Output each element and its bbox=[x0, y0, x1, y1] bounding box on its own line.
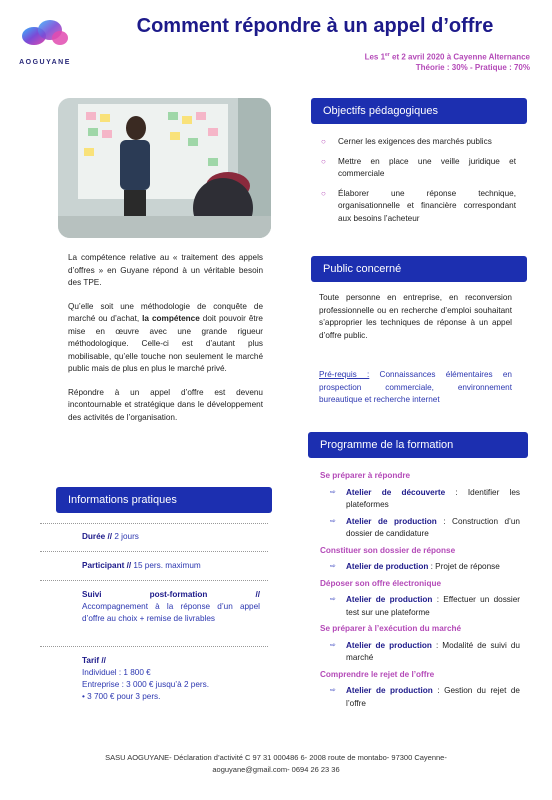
arrow-icon: ⇨ bbox=[330, 517, 336, 525]
session-dates: Les 1er et 2 avril 2020 à Cayenne Alternance bbox=[364, 52, 530, 62]
circle-bullet-icon: ○ bbox=[321, 137, 326, 146]
theory-practice-ratio: Théorie : 30% - Pratique : 70% bbox=[415, 63, 530, 72]
list-item: ○ Élaborer une réponse technique, organisationnelle et financière correspondant aux besoins l’acheteur bbox=[321, 188, 516, 223]
programme-banner: Programme de la formation bbox=[308, 432, 528, 458]
programme-section-title: Déposer son offre électronique bbox=[320, 578, 442, 588]
page-title: Comment répondre à un appel d’offre bbox=[136, 15, 494, 37]
public-banner: Public concerné bbox=[311, 256, 527, 282]
tarif-row: Tarif // Individuel : 1 800 € Entreprise : 3 000 € jusqu’à 2 pers. • 3 700 € pour 3 pers. bbox=[82, 656, 209, 701]
divider bbox=[40, 580, 268, 581]
footer-line-1: SASU AOGUYANE- Déclaration d’activité C 97 31 000486 6- 2008 route de montabo- 97300 Cayenne- bbox=[105, 753, 447, 762]
programme-section-title: Comprendre le rejet de l’offre bbox=[320, 669, 435, 679]
circle-bullet-icon: ○ bbox=[321, 156, 326, 166]
objectifs-list bbox=[321, 136, 516, 232]
programme-item: ⇨ Atelier de production : Gestion du rejet de l’offre bbox=[330, 686, 520, 708]
public-description: Toute personne en entreprise, en reconversion professionnelle ou en recherche d’emploi souhaitant s’approprier les techniques de réponse à un appel d’offre public. bbox=[319, 293, 512, 340]
divider bbox=[40, 523, 268, 524]
programme-item: ⇨ Atelier de production : Projet de réponse bbox=[320, 561, 520, 574]
list-item: ○ Mettre en place une veille juridique et commerciale bbox=[321, 156, 516, 178]
arrow-icon: ⇨ bbox=[330, 563, 336, 570]
duree-row: Durée // 2 jours bbox=[82, 532, 139, 541]
intro-paragraph-1: La compétence relative au « traitement des appels d’offres » en Guyane répond à un véritable besoin des TPE. bbox=[68, 253, 263, 287]
arrow-icon: ⇨ bbox=[330, 641, 336, 649]
programme-section-title: Constituer son dossier de réponse bbox=[320, 545, 456, 555]
programme-section-title: Se préparer à l’exécution du marché bbox=[320, 624, 462, 633]
classroom-photo bbox=[58, 98, 271, 238]
intro-paragraph-3: Répondre à un appel d’offre est devenu incontournable et stratégique dans le développement des activités de l’organisation. bbox=[68, 387, 263, 422]
programme-section-title: Se préparer à répondre bbox=[320, 471, 411, 480]
divider bbox=[40, 551, 268, 552]
programme-list bbox=[320, 470, 520, 714]
objectifs-banner: Objectifs pédagogiques bbox=[311, 98, 527, 124]
logo-text: AOGUYANE bbox=[19, 59, 71, 66]
footer-contact: aoguyane@gmail.com- 0694 26 23 36 bbox=[212, 765, 340, 774]
circle-bullet-icon: ○ bbox=[321, 188, 326, 198]
footer bbox=[40, 752, 512, 776]
programme-item: ⇨ Atelier de production : Modalité de suivi du marché bbox=[330, 640, 520, 662]
intro-text bbox=[68, 252, 263, 435]
programme-item: ⇨ Atelier de production : Effectuer un dossier test sur une plateforme bbox=[330, 595, 520, 617]
prerequisites: Pré-requis : Connaissances élémentaires en prospection commerciale, environnement bureautique et recherche internet bbox=[319, 370, 512, 404]
programme-item: ⇨ Atelier de production : Construction d’un dossier de candidature bbox=[330, 516, 520, 538]
intro-paragraph-2: Qu’elle soit une méthodologie de conquête de marché ou d’achat, la compétence doit pouvoir être mise en œuvre avec une grande rigueur méthodologique. Celle-ci est d’autant plus mobilisable, qu’elle touche non seulement le marché public mais de plus en plus le marché privé. bbox=[68, 301, 263, 373]
company-logo bbox=[14, 12, 76, 82]
logo-blob-icon bbox=[20, 18, 70, 48]
suivi-row: Suivi post-formation // Accompagnement à la réponse d’un appel d’offre au choix + remise de livrables bbox=[82, 590, 260, 623]
arrow-icon: ⇨ bbox=[330, 488, 336, 496]
participant-row: Participant // 15 pers. maximum bbox=[82, 561, 201, 570]
arrow-icon: ⇨ bbox=[330, 687, 336, 694]
classroom-illustration bbox=[58, 98, 271, 238]
arrow-icon: ⇨ bbox=[330, 596, 336, 603]
infos-banner: Informations pratiques bbox=[56, 487, 272, 513]
programme-item: ⇨ Atelier de découverte : Identifier les plateformes bbox=[330, 487, 520, 509]
divider bbox=[40, 646, 268, 647]
list-item: ○ Cerner les exigences des marchés publics bbox=[321, 136, 516, 149]
